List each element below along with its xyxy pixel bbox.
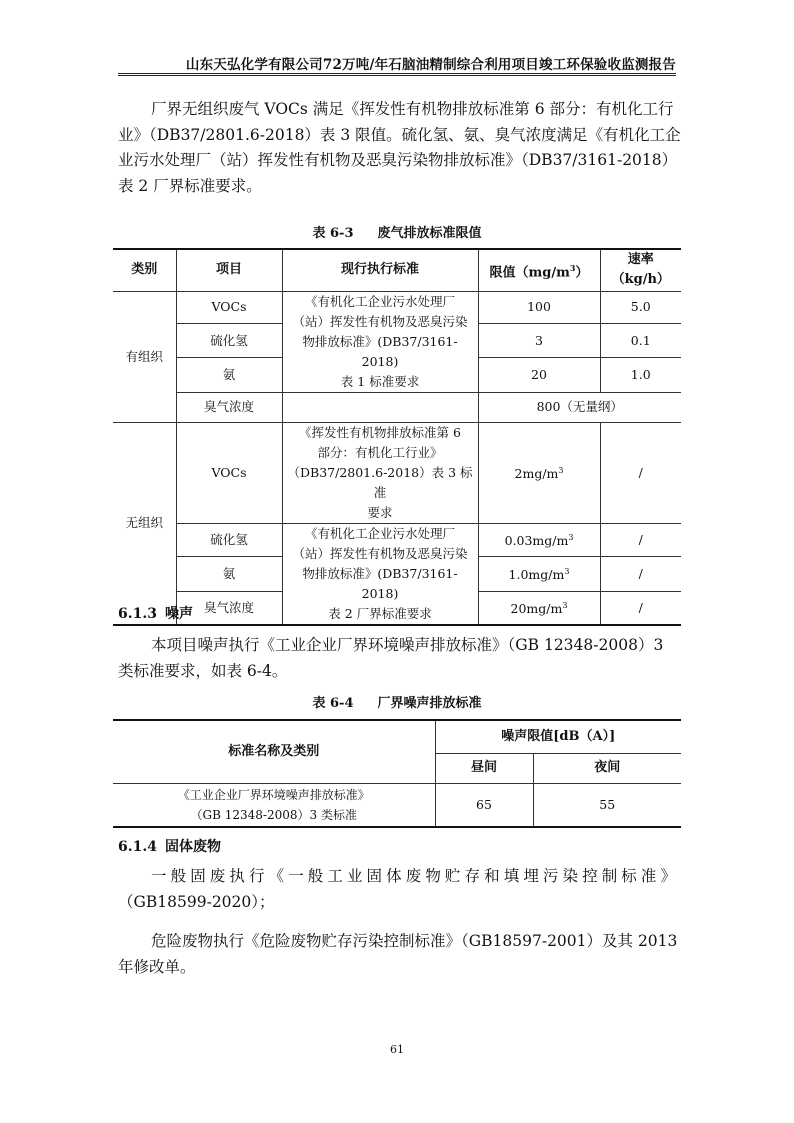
standard-cell: 《有机化工企业污水处理厂 （站）挥发性有机物及恶臭污染 物排放标准》(DB37/3161-2018) 表 1 标准要求 xyxy=(282,291,478,392)
text-line: （GB18599-2020）； xyxy=(118,892,275,911)
section-title: 固体废物 xyxy=(164,839,221,855)
text-line: 类标准要求，如表 6-4。 xyxy=(118,661,288,680)
rate-cell: 5.0 xyxy=(600,291,681,324)
item-cell: 硫化氢 xyxy=(176,324,282,358)
section-heading-6-1-3 xyxy=(118,603,193,623)
paragraph-general-waste xyxy=(118,864,676,915)
header-day: 昼间 xyxy=(435,753,533,783)
table-6-4-caption xyxy=(118,692,676,711)
header-noise-limit: 噪声限值[dB（A）] xyxy=(435,720,681,753)
section-number: 6.1.4 xyxy=(118,839,157,855)
category-cell: 无组织 xyxy=(113,422,176,625)
table-row xyxy=(113,783,681,827)
table-header-row xyxy=(113,720,681,753)
table-row xyxy=(113,291,681,324)
table-row xyxy=(113,523,681,556)
limit-merged-cell: 800（无量纲） xyxy=(478,392,681,422)
table-row xyxy=(113,422,681,523)
category-cell: 有组织 xyxy=(113,291,176,422)
text-line: 本项目噪声执行《工业企业厂界环境噪声排放标准》（GB 12348-2008）3 xyxy=(151,636,664,654)
text-line: 业污水处理厂（站）挥发性有机物及恶臭污染物排放标准》（DB37/3161-2018） xyxy=(118,151,678,169)
rate-cell: / xyxy=(600,523,681,556)
header-category: 类别 xyxy=(113,249,176,291)
header-rate: 速率 （kg/h） xyxy=(600,249,681,291)
rate-cell: / xyxy=(600,422,681,523)
table-6-3 xyxy=(113,248,681,626)
rate-cell: / xyxy=(600,591,681,624)
standard-cell: 《挥发性有机物排放标准第 6 部分：有机化工行业》 （DB37/2801.6-2018）表 3 标准 要求 xyxy=(282,422,478,523)
header-rule xyxy=(118,73,676,76)
item-cell: VOCs xyxy=(176,291,282,324)
item-cell: VOCs xyxy=(176,422,282,523)
item-cell: 氨 xyxy=(176,556,282,591)
item-cell: 臭气浓度 xyxy=(176,392,282,422)
item-cell: 硫化氢 xyxy=(176,523,282,556)
header-standard: 现行执行标准 xyxy=(282,249,478,291)
item-cell: 氨 xyxy=(176,358,282,392)
rate-cell: 1.0 xyxy=(600,358,681,392)
rate-cell: / xyxy=(600,556,681,591)
limit-cell: $20mg/m^3$ xyxy=(478,591,600,624)
header-limit: 限值$(mg/m^3)$ xyxy=(478,249,600,291)
limit-cell: 3 xyxy=(478,324,600,358)
header-standard-name: 标准名称及类别 xyxy=(113,720,435,783)
paragraph-waste-gas xyxy=(118,97,681,199)
limit-cell: $0.03mg/m^3$ xyxy=(478,523,600,556)
text-line: 危险废物执行《危险废物贮存污染控制标准》（GB18597-2001）及其 2013 xyxy=(151,932,678,950)
paragraph-hazardous-waste xyxy=(118,929,676,980)
standard-cell: 《有机化工企业污水处理厂 （站）挥发性有机物及恶臭污染 物排放标准》(DB37/3161-2018) 表 2 厂界标准要求 xyxy=(282,523,478,625)
standard-cell-continued xyxy=(282,392,478,422)
caption-title: 厂界噪声排放标准 xyxy=(377,696,482,711)
standard-name-cell: 《工业企业厂界环境噪声排放标准》 （GB 12348-2008）3 类标准 xyxy=(113,783,435,827)
running-header: 山东天弘化学有限公司72万吨/年石脑油精制综合利用项目竣工环保验收监测报告 xyxy=(185,57,676,73)
caption-number: 表 6-3 xyxy=(312,226,354,241)
rate-cell: 0.1 xyxy=(600,324,681,358)
section-number: 6.1.3 xyxy=(118,606,157,622)
limit-cell: 100 xyxy=(478,291,600,324)
limit-cell: 20 xyxy=(478,358,600,392)
item-cell: 臭气浓度 xyxy=(176,591,282,624)
table-header-row xyxy=(113,249,681,291)
table-6-3-caption xyxy=(118,222,676,241)
header-night: 夜间 xyxy=(533,753,681,783)
header-item: 项目 xyxy=(176,249,282,291)
day-limit-cell: 65 xyxy=(435,783,533,827)
night-limit-cell: 55 xyxy=(533,783,681,827)
paragraph-noise xyxy=(118,633,676,684)
table-6-4 xyxy=(113,719,681,828)
text-line: 一般固废执行《一般工业固体废物贮存和填埋污染控制标准》 xyxy=(151,867,676,885)
section-heading-6-1-4 xyxy=(118,836,221,856)
text-line: 厂界无组织废气 VOCs 满足《挥发性有机物排放标准第 6 部分：有机化工行 xyxy=(151,100,674,118)
table-row xyxy=(113,392,681,422)
text-line: 年修改单。 xyxy=(118,957,196,976)
caption-title: 废气排放标准限值 xyxy=(377,226,482,241)
text-line: 表 2 厂界标准要求。 xyxy=(118,176,262,195)
limit-cell: $2mg/m^3$ xyxy=(478,422,600,523)
caption-number: 表 6-4 xyxy=(312,696,354,711)
section-title: 噪声 xyxy=(164,606,193,622)
text-line: 业》（DB37/2801.6-2018）表 3 限值。硫化氢、氨、臭气浓度满足《有机化工企 xyxy=(118,125,681,144)
limit-cell: $1.0mg/m^3$ xyxy=(478,556,600,591)
page-number: 61 xyxy=(390,1043,404,1056)
